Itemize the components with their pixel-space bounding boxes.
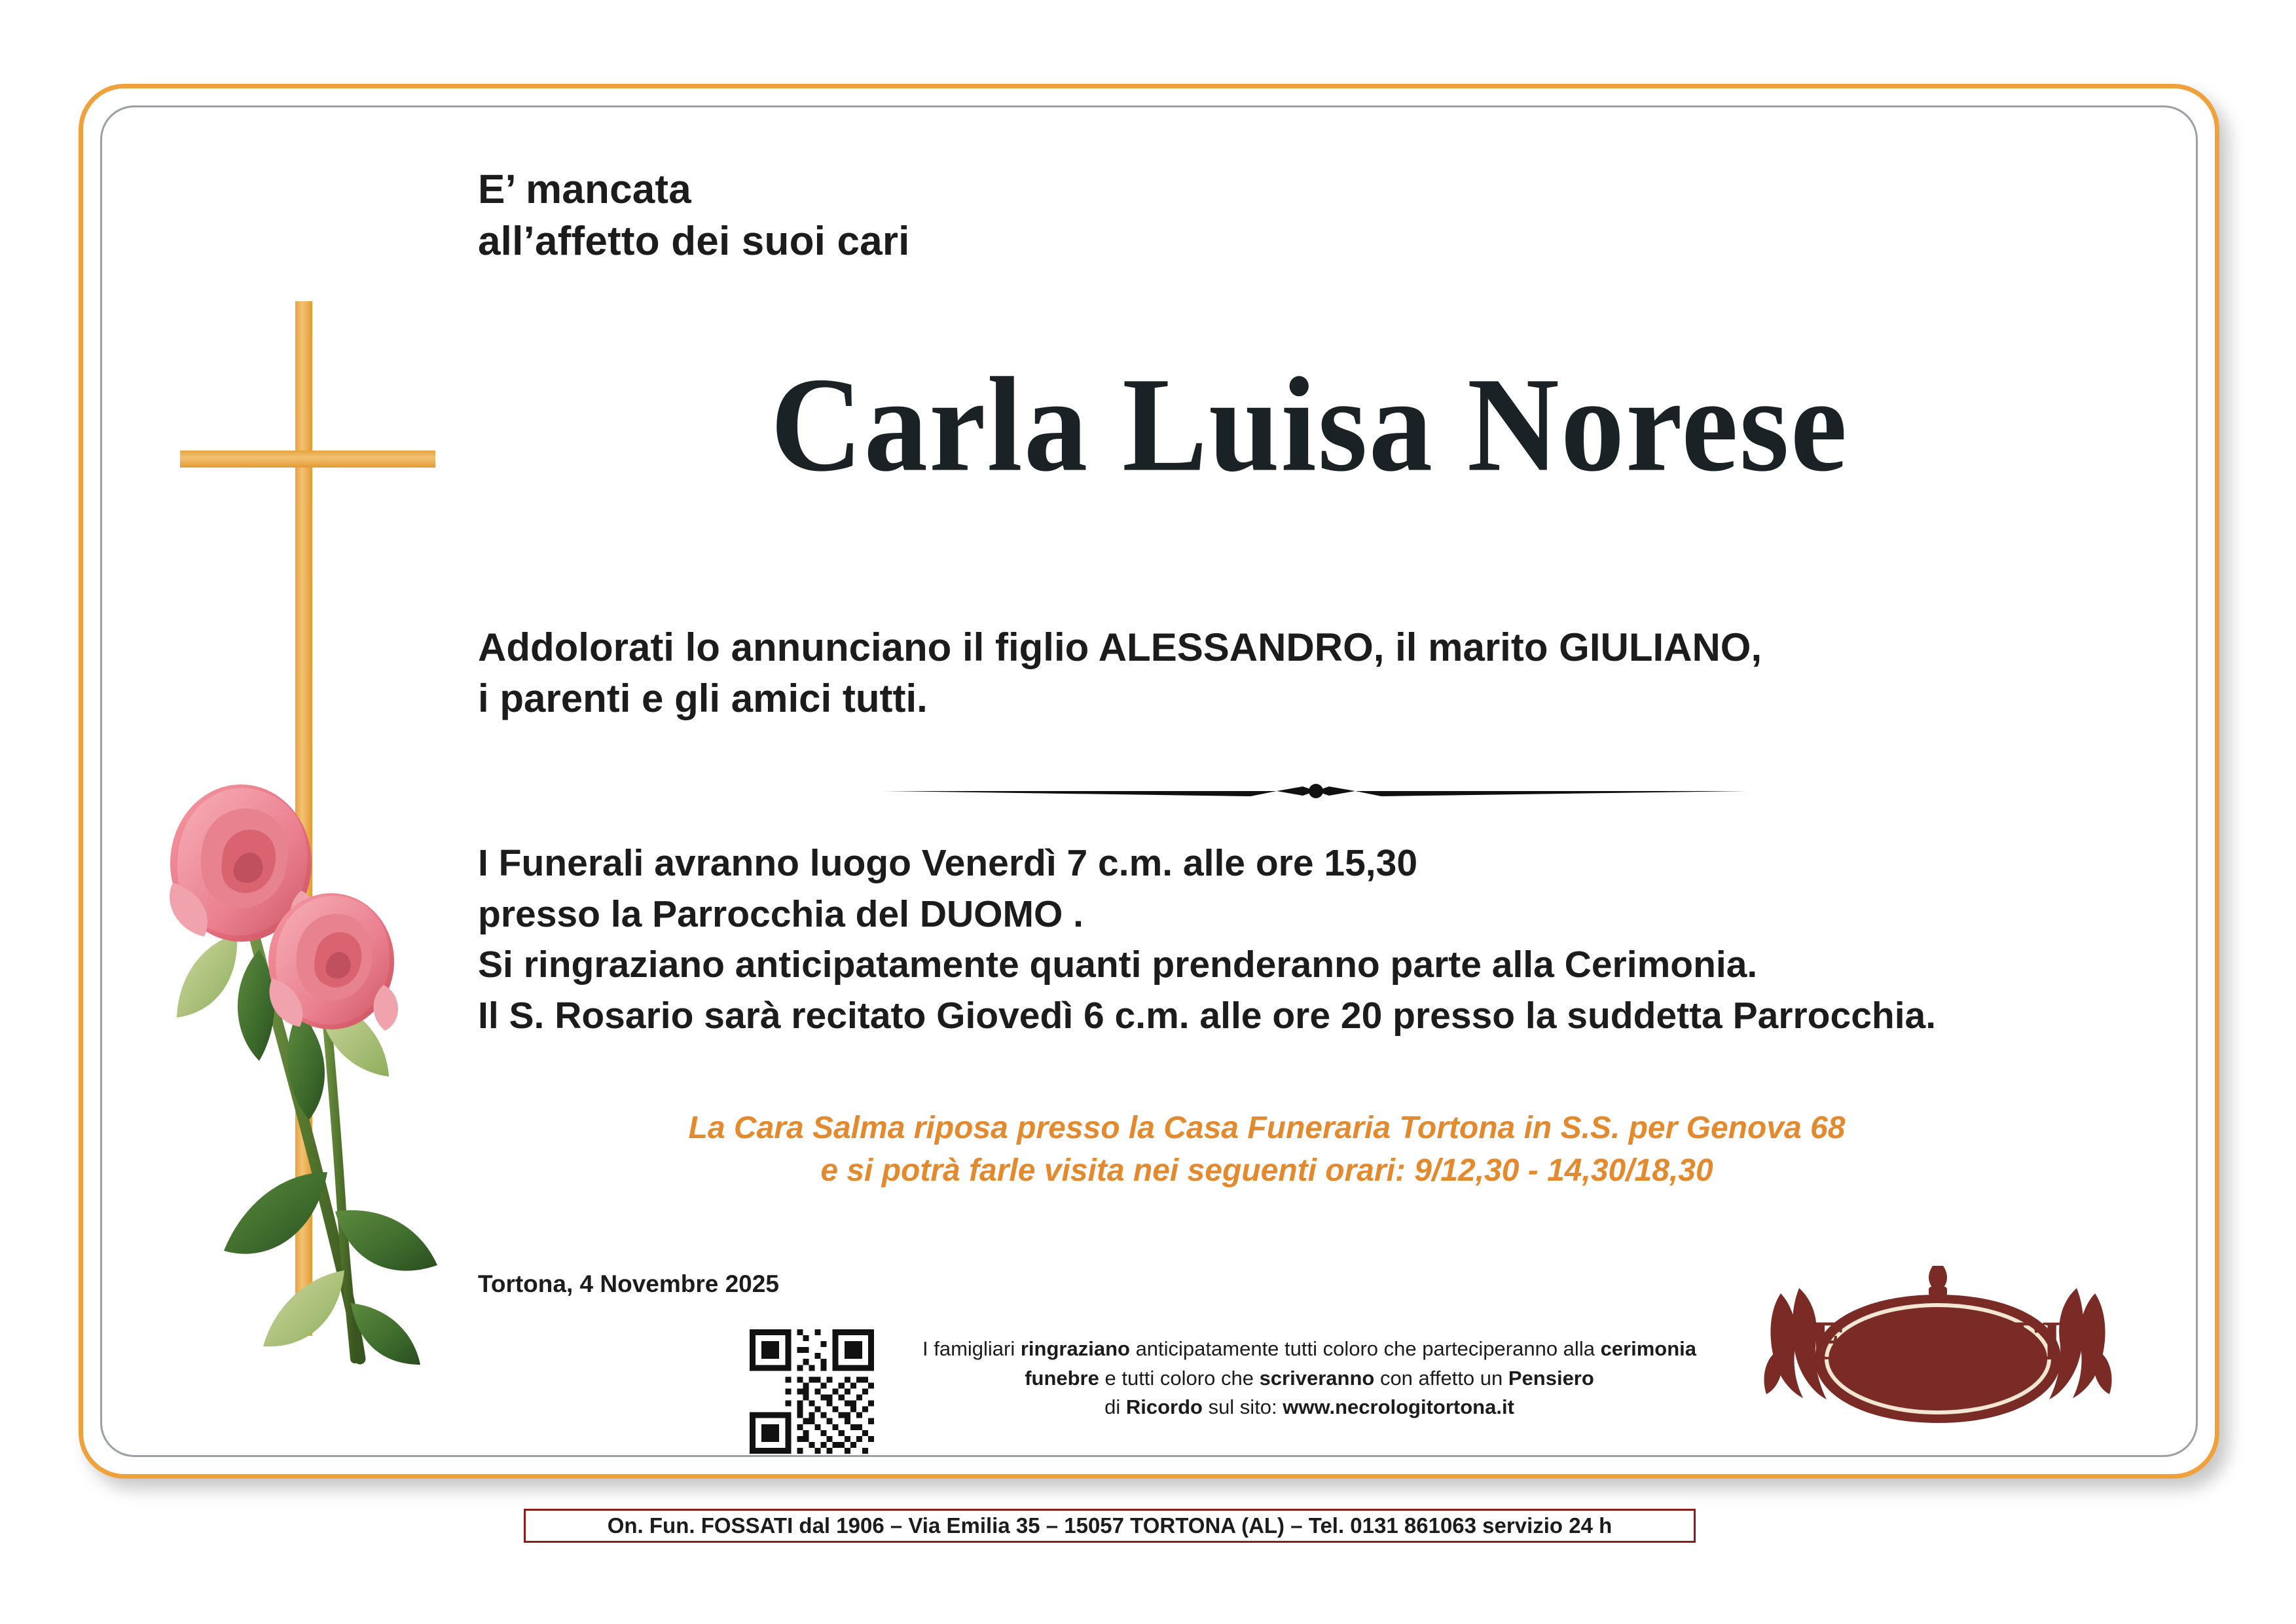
fossati-logo-name: FOSSATI [1810, 1309, 2066, 1372]
cross-horizontal-bar [180, 451, 435, 468]
place-and-date: Tortona, 4 Novembre 2025 [478, 1270, 779, 1297]
qr-code-icon[interactable] [750, 1329, 874, 1454]
roses-bouquet-image [164, 753, 504, 1369]
thanks-3b: Ricordo [1125, 1395, 1203, 1419]
funeral-line-3: Si ringraziano anticipatamente quanti prenderanno parte alla Cerimonia. [478, 944, 1758, 986]
thanks-2a: funebre [1025, 1366, 1099, 1390]
thanks-2d: con affetto un [1374, 1366, 1508, 1390]
memorial-website-link[interactable]: www.necrologitortona.it [1283, 1395, 1514, 1419]
intro-line-1: E’ mancata [478, 167, 691, 212]
thanks-1b: ringraziano [1020, 1337, 1130, 1360]
family-thanks-text [887, 1335, 1732, 1422]
thanks-3c: sul sito: [1202, 1395, 1283, 1419]
announcement-text [478, 622, 1762, 724]
funeral-line-1: I Funerali avranno luogo Venerdì 7 c.m. alle ore 15,30 [478, 842, 1418, 884]
thanks-line-3 [887, 1393, 1732, 1422]
thanks-1c: anticipatamente tutti coloro che parteciperanno alla [1129, 1337, 1601, 1360]
intro-text [478, 164, 910, 268]
visiting-line-2: e si potrà farle visita nei seguenti orari: 9/12,30 - 14,30/18,30 [820, 1153, 1713, 1189]
deceased-name: Carla Luisa Norese [770, 350, 1849, 500]
visiting-info [478, 1107, 2056, 1192]
thanks-line-2 [887, 1364, 1732, 1393]
thanks-line-1 [887, 1335, 1732, 1364]
footer-text: On. Fun. FOSSATI dal 1906 – Via Emilia 35 – 15057 TORTONA (AL) – Tel. 0131 861063 servizio 24 h [607, 1513, 1613, 1538]
fossati-logo [1761, 1254, 2115, 1450]
intro-line-2: all’affetto dei suoi cari [478, 219, 910, 265]
thanks-1d: cerimonia [1600, 1337, 1697, 1360]
thanks-1a: I famigliari [922, 1337, 1021, 1360]
thanks-2c: scriveranno [1259, 1366, 1375, 1390]
funeral-details [478, 838, 1936, 1041]
thanks-2b: e tutti coloro che [1099, 1366, 1260, 1390]
announcement-line-2: i parenti e gli amici tutti. [478, 676, 928, 720]
ornamental-divider [884, 778, 1748, 804]
fossati-logo-year: 1906 [1914, 1374, 1961, 1395]
visiting-line-1: La Cara Salma riposa presso la Casa Funeraria Tortona in S.S. per Genova 68 [688, 1111, 1846, 1145]
thanks-2e: Pensiero [1508, 1366, 1594, 1390]
funeral-line-4: Il S. Rosario sarà recitato Giovedì 6 c.m. alle ore 20 presso la suddetta Parrocchia. [478, 994, 1937, 1037]
funeral-line-2: presso la Parrocchia del DUOMO . [478, 893, 1084, 935]
footer-bar [524, 1509, 1696, 1543]
announcement-line-1: Addolorati lo annunciano il figlio ALESSANDRO, il marito GIULIANO, [478, 625, 1762, 669]
thanks-3a: di [1104, 1395, 1126, 1419]
